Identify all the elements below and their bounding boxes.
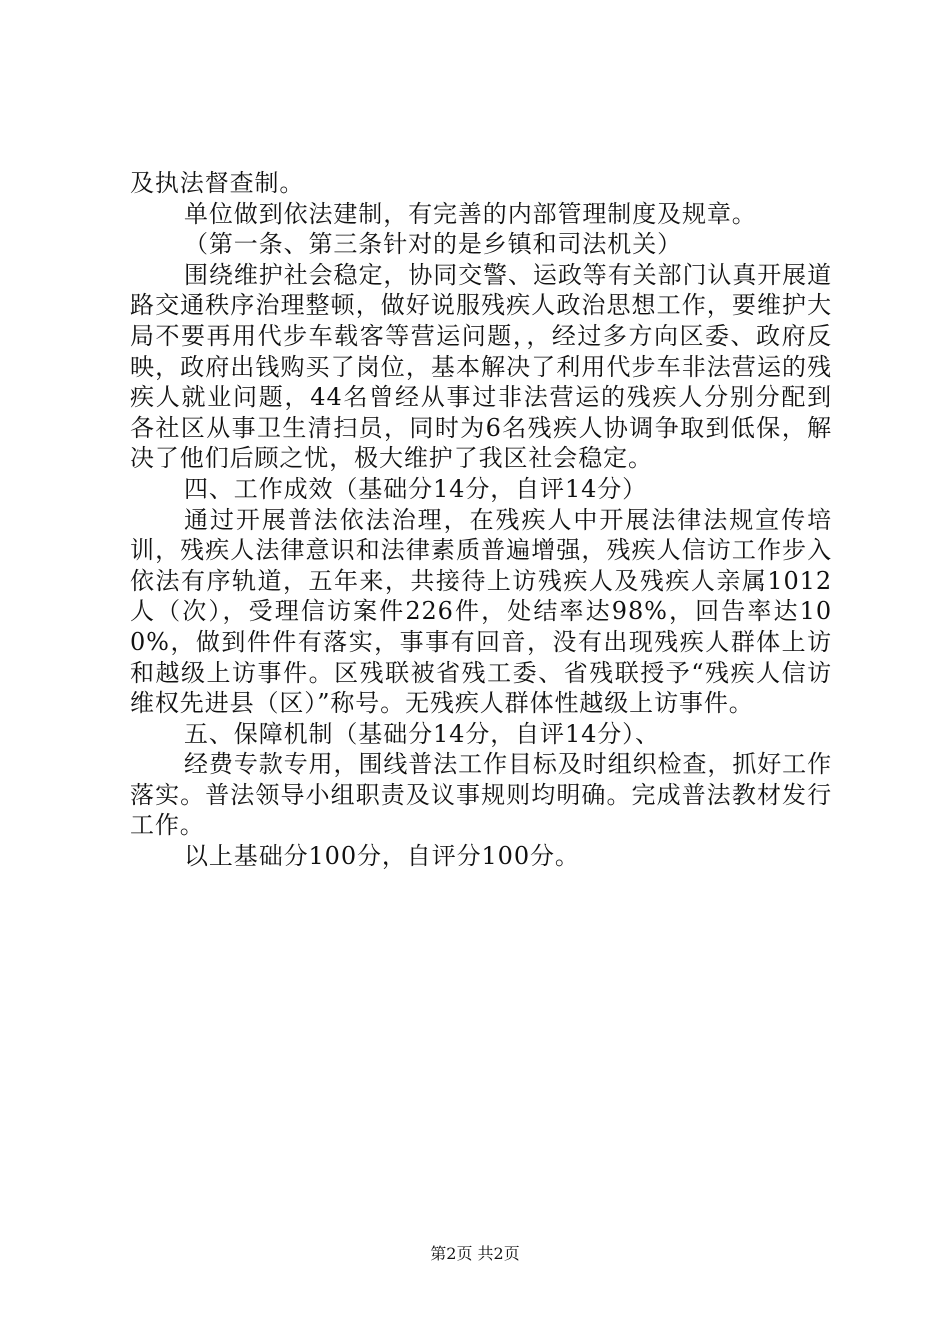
paragraph-score-summary: 以上基础分100分，自评分100分。 xyxy=(184,842,580,871)
document-body xyxy=(130,168,832,872)
paragraph-safeguards: 经费专款专用，围线普法工作目标及时组织检查，抓好工作落实。普法领导小组职责及议事规则均明确。完成普法教材发行工作。 xyxy=(130,750,832,840)
paragraph-note: （第一条、第三条针对的是乡镇和司法机关） xyxy=(184,230,682,259)
section-heading-safeguards: 五、保障机制（基础分14分，自评14分）、 xyxy=(184,719,660,748)
page-number-footer: 第2页 共2页 xyxy=(430,1244,520,1263)
paragraph-social-stability: 围绕维护社会稳定，协同交警、运政等有关部门认真开展道路交通秩序治理整顿，做好说服残疾人政治思想工作，要维护大局不要再用代步车载客等营运问题，，经过多方向区委、政府反映，政府出钱购买了岗位，基本解决了利用代步车非法营运的残疾人就业问题，44名曾经从事过非法营运的残疾人分别分配到各社区从事卫生清扫员，同时为6名残疾人协调争取到低保，解决了他们后顾之忧，极大维护了我区社会稳定。 xyxy=(130,260,832,473)
section-heading-results: 四、工作成效（基础分14分，自评14分） xyxy=(184,474,648,503)
paragraph-regulations: 单位做到依法建制，有完善的内部管理制度及规章。 xyxy=(184,199,757,228)
paragraph-continuation: 及执法督查制。 xyxy=(130,169,305,197)
paragraph-results: 通过开展普法依法治理，在残疾人中开展法律法规宣传培训，残疾人法律意识和法律素质普遍增强，残疾人信访工作步入依法有序轨道，五年来，共接待上访残疾人及残疾人亲属1012人（次），受理信访案件226件，处结率达98%，回告率达100%，做到件件有落实，事事有回音，没有出现残疾人群体上访和越级上访事件。区残联被省残工委、省残联授予“残疾人信访维权先进县（区）”称号。无残疾人群体性越级上访事件。 xyxy=(130,505,832,718)
